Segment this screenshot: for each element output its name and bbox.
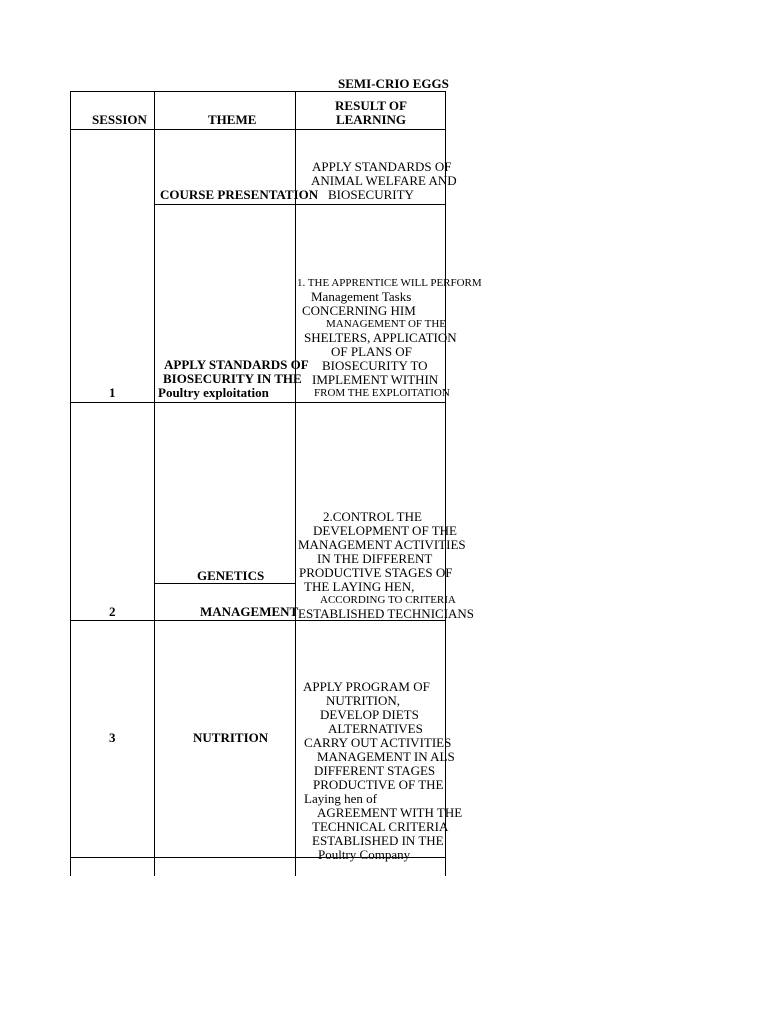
row-2-result [298,510,474,621]
row-1-theme-line: Poultry exploitation [158,385,269,400]
row-2-result-line: ACCORDING TO CRITERIA [320,594,456,606]
row-1-result [297,277,482,400]
row-1-theme-line: BIOSECURITY IN THE [163,371,302,386]
table-border-left [70,91,71,876]
header-divider [70,129,446,130]
row-1-session: 1 [109,385,116,400]
row-1-result-line: Management Tasks [311,289,412,304]
row-3-result-line: ALTERNATIVES [328,721,423,736]
row-3-result-line: DIFFERENT STAGES [314,763,436,778]
header-result-line-1: RESULT OF [335,98,407,113]
row-3-theme: NUTRITION [193,730,269,745]
row-1-theme [158,358,309,400]
header-session: SESSION [92,112,147,127]
column-divider-session [154,91,155,876]
row-3-result-line: AGREEMENT WITH THE [317,805,463,820]
row-1-result-line: CONCERNING HIM [302,303,416,318]
table-border-top [70,91,446,92]
intro-result-line: BIOSECURITY [328,187,414,202]
row-1-result-line: MANAGEMENT OF THE [326,318,446,330]
intro-result-line: ANIMAL WELFARE AND [311,173,457,188]
header-theme: THEME [208,112,257,127]
row-3-result [303,680,462,862]
row-3-result-line: ESTABLISHED IN THE [312,833,444,848]
row-2-result-line: 2.CONTROL THE [323,509,422,524]
row-2-theme-management: MANAGEMENT [200,604,299,619]
row-3-session: 3 [109,730,116,745]
row-2-result-line: MANAGEMENT ACTIVITIES [298,537,466,552]
row-2-theme-genetics: GENETICS [197,568,265,583]
row-1-result-line: IMPLEMENT WITHIN [312,372,439,387]
document-title: SEMI-CRIO EGGS [338,76,449,91]
row-3-result-line: CARRY OUT ACTIVITIES [304,735,452,750]
row-1-result-line: BIOSECURITY TO [322,358,428,373]
intro-theme: COURSE PRESENTATION [160,187,319,202]
row-3-result-line: APPLY PROGRAM OF [303,679,430,694]
column-divider-theme [295,91,296,876]
row-2-result-line: ESTABLISHED TECHNICIANS [298,606,475,621]
row-1-divider [70,402,446,403]
intro-divider [154,204,446,205]
row-1-result-line: OF PLANS OF [331,344,412,359]
row-3-result-line: DEVELOP DIETS [320,707,419,722]
row-2-result-line: IN THE DIFFERENT [317,551,433,566]
row-2-result-line: DEVELOPMENT OF THE [313,523,457,538]
row-2-session: 2 [109,604,116,619]
row-3-result-line: Laying hen of [304,791,377,806]
row-1-theme-line: APPLY STANDARDS OF [164,357,309,372]
header-result [296,99,446,127]
row-3-result-line: TECHNICAL CRITERIA [312,819,449,834]
row-2-result-line: PRODUCTIVE STAGES OF [299,565,453,580]
intro-result [311,160,457,202]
header-result-line-2: LEARNING [335,112,407,127]
row-2-result-line: THE LAYING HEN, [304,579,415,594]
row-2-inner-divider [154,583,296,584]
row-3-result-line: Poultry Company [318,847,411,862]
row-3-result-line: PRODUCTIVE OF THE [313,777,444,792]
row-1-result-line: FROM THE EXPLOITATION [314,387,450,399]
row-3-result-line: NUTRITION, [326,693,401,708]
row-1-result-line: 1. THE APPRENTICE WILL PERFORM [297,277,482,289]
row-3-result-line: MANAGEMENT IN ALS [317,749,455,764]
intro-result-line: APPLY STANDARDS OF [312,159,452,174]
row-1-result-line: SHELTERS, APPLICATION [304,330,457,345]
